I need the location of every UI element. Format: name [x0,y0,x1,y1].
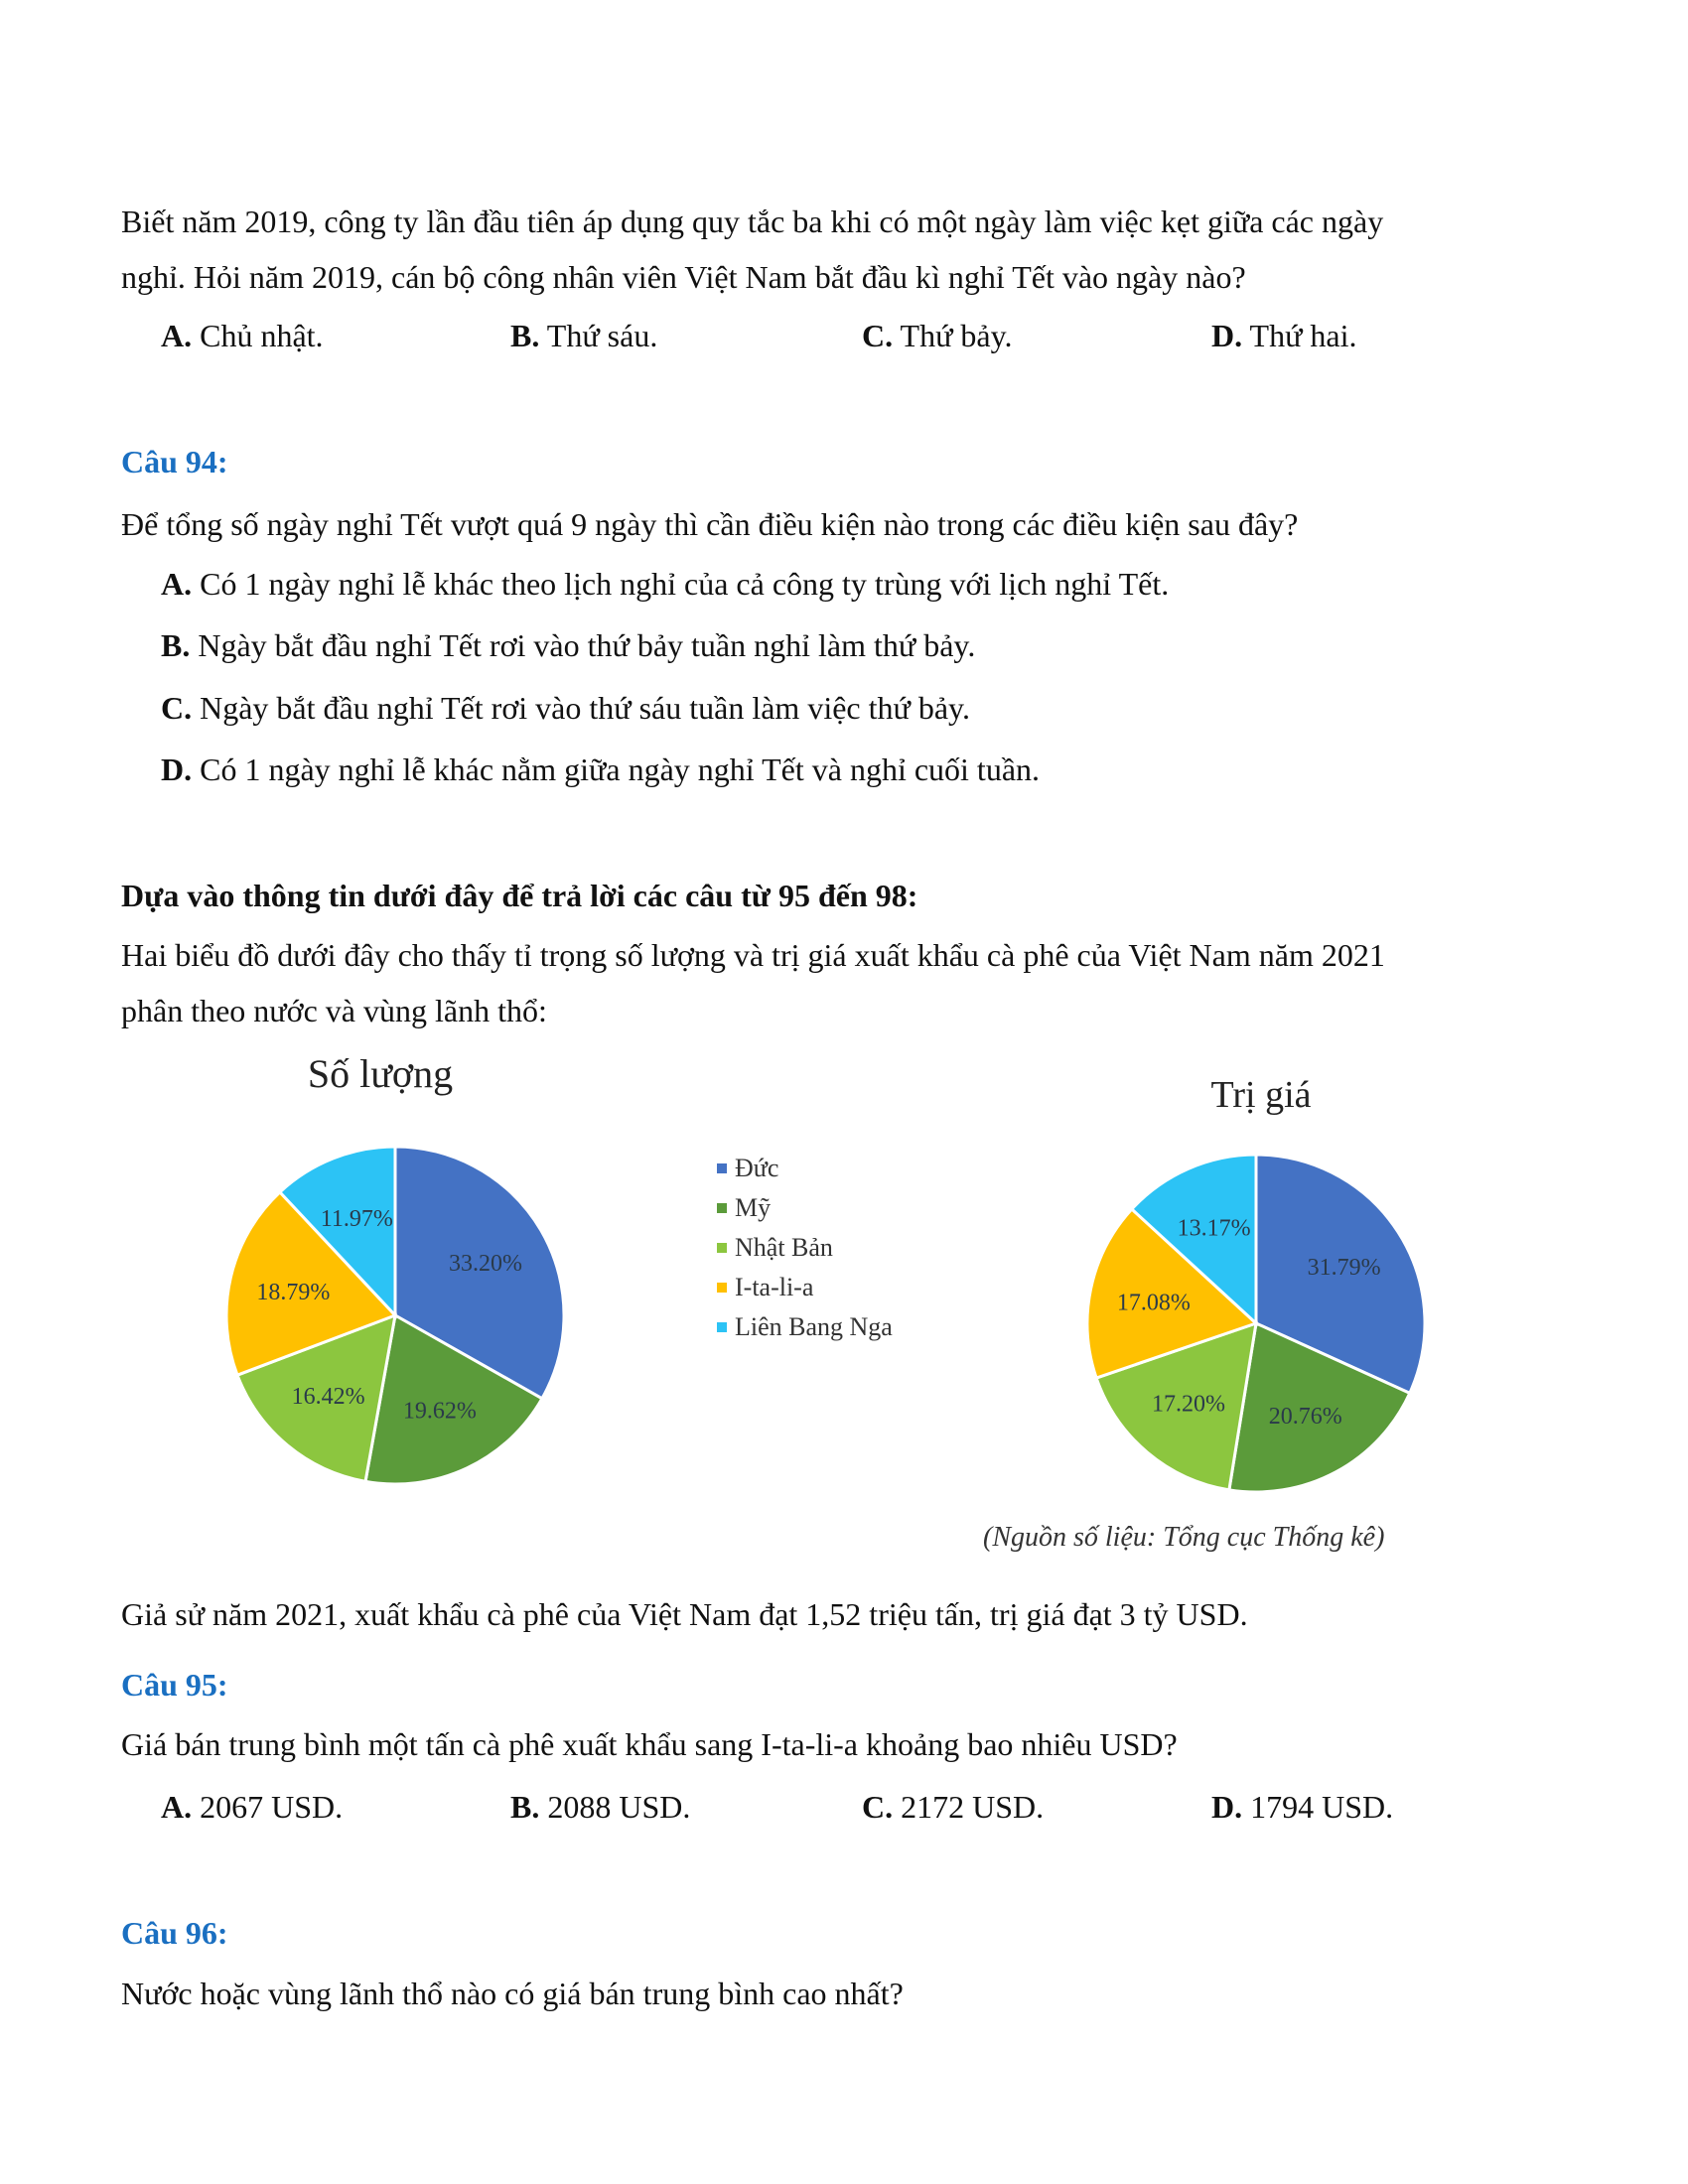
legend-swatch-lien-bang-nga [717,1322,727,1332]
q96-question: Nước hoặc vùng lãnh thổ nào có giá bán trung bình cao nhất? [121,1976,904,2011]
q94-option-a[interactable]: A. Có 1 ngày nghỉ lễ khác theo lịch nghỉ của cả công ty trùng với lịch nghỉ Tết. [161,566,1170,602]
info-intro: Dựa vào thông tin dưới đây để trả lời các câu từ 95 đến 98: [121,878,918,913]
q96-heading: Câu 96: [121,1915,228,1951]
q95-option-c[interactable]: C. 2172 USD. [862,1789,1045,1825]
pie-1-label-duc: 31.79% [1307,1254,1381,1281]
q94-option-d[interactable]: D. Có 1 ngày nghỉ lễ khác nằm giữa ngày nghỉ Tết và nghỉ cuối tuần. [161,751,1041,787]
q94-option-b[interactable]: B. Ngày bắt đầu nghỉ Tết rơi vào thứ bảy tuần nghỉ làm thứ bảy. [161,627,976,663]
q93-option-a[interactable]: A. Chủ nhật. [161,318,324,353]
chart-source: (Nguồn số liệu: Tổng cục Thống kê) [983,1522,1385,1553]
q95-heading: Câu 95: [121,1667,228,1703]
pie-0-label-lien-bang-nga: 11.97% [320,1205,393,1232]
legend-label-my: Mỹ [735,1193,772,1222]
q93-text-line-1: Biết năm 2019, công ty lần đầu tiên áp dụng quy tắc ba khi có một ngày làm việc kẹt giữa các ngày [121,204,1384,239]
pie-0-label-i-ta-li-a: 18.79% [256,1280,331,1306]
info-line-2: phân theo nước và vùng lãnh thổ: [121,993,547,1028]
q94-option-c[interactable]: C. Ngày bắt đầu nghỉ Tết rơi vào thứ sáu tuần làm việc thứ bảy. [161,690,970,726]
q95-option-a[interactable]: A. 2067 USD. [161,1789,344,1825]
legend-label-nhat-ban: Nhật Bản [735,1233,833,1262]
info-assumption: Giả sử năm 2021, xuất khẩu cà phê của Việt Nam đạt 1,52 triệu tấn, trị giá đạt 3 tỷ USD. [121,1596,1248,1632]
legend-swatch-i-ta-li-a [717,1283,727,1293]
legend-swatch-nhat-ban [717,1243,727,1253]
pie-0-label-duc: 33.20% [449,1250,523,1277]
info-line-1: Hai biểu đồ dưới đây cho thấy tỉ trọng số lượng và trị giá xuất khẩu cà phê của Việt Nam năm 2021 [121,937,1385,973]
legend-label-lien-bang-nga: Liên Bang Nga [735,1312,893,1341]
chart-title-tri-gia: Trị giá [1210,1074,1312,1116]
q93-option-d[interactable]: D. Thứ hai. [1211,318,1357,353]
q93-text-line-2: nghỉ. Hỏi năm 2019, cán bộ công nhân viên Việt Nam bắt đầu kì nghỉ Tết vào ngày nào? [121,259,1246,295]
legend-swatch-duc [717,1163,727,1173]
legend-swatch-my [717,1203,727,1213]
legend-label-i-ta-li-a: I-ta-li-a [735,1273,814,1301]
pie-1-label-my: 20.76% [1268,1403,1342,1430]
pie-charts [0,1042,1688,1559]
pie-1-label-i-ta-li-a: 17.08% [1116,1290,1191,1316]
pie-tri-gia [1087,1155,1425,1492]
legend-label-duc: Đức [735,1154,779,1182]
q95-question: Giá bán trung bình một tấn cà phê xuất khẩu sang I-ta-li-a khoảng bao nhiêu USD? [121,1726,1178,1762]
q93-option-c[interactable]: C. Thứ bảy. [862,318,1013,353]
q94-question: Để tổng số ngày nghỉ Tết vượt quá 9 ngày thì cần điều kiện nào trong các điều kiện sau đây? [121,506,1299,542]
q95-option-b[interactable]: B. 2088 USD. [510,1789,691,1825]
q94-heading: Câu 94: [121,444,228,479]
q93-option-b[interactable]: B. Thứ sáu. [510,318,658,353]
chart-legend [717,1154,893,1341]
pie-0-label-my: 19.62% [402,1398,477,1425]
pie-so-luong [226,1147,564,1484]
pie-1-label-lien-bang-nga: 13.17% [1177,1215,1251,1242]
pie-0-label-nhat-ban: 16.42% [291,1384,365,1411]
q95-option-d[interactable]: D. 1794 USD. [1211,1789,1394,1825]
pie-1-label-nhat-ban: 17.20% [1152,1391,1226,1418]
chart-title-so-luong: Số lượng [307,1051,454,1096]
